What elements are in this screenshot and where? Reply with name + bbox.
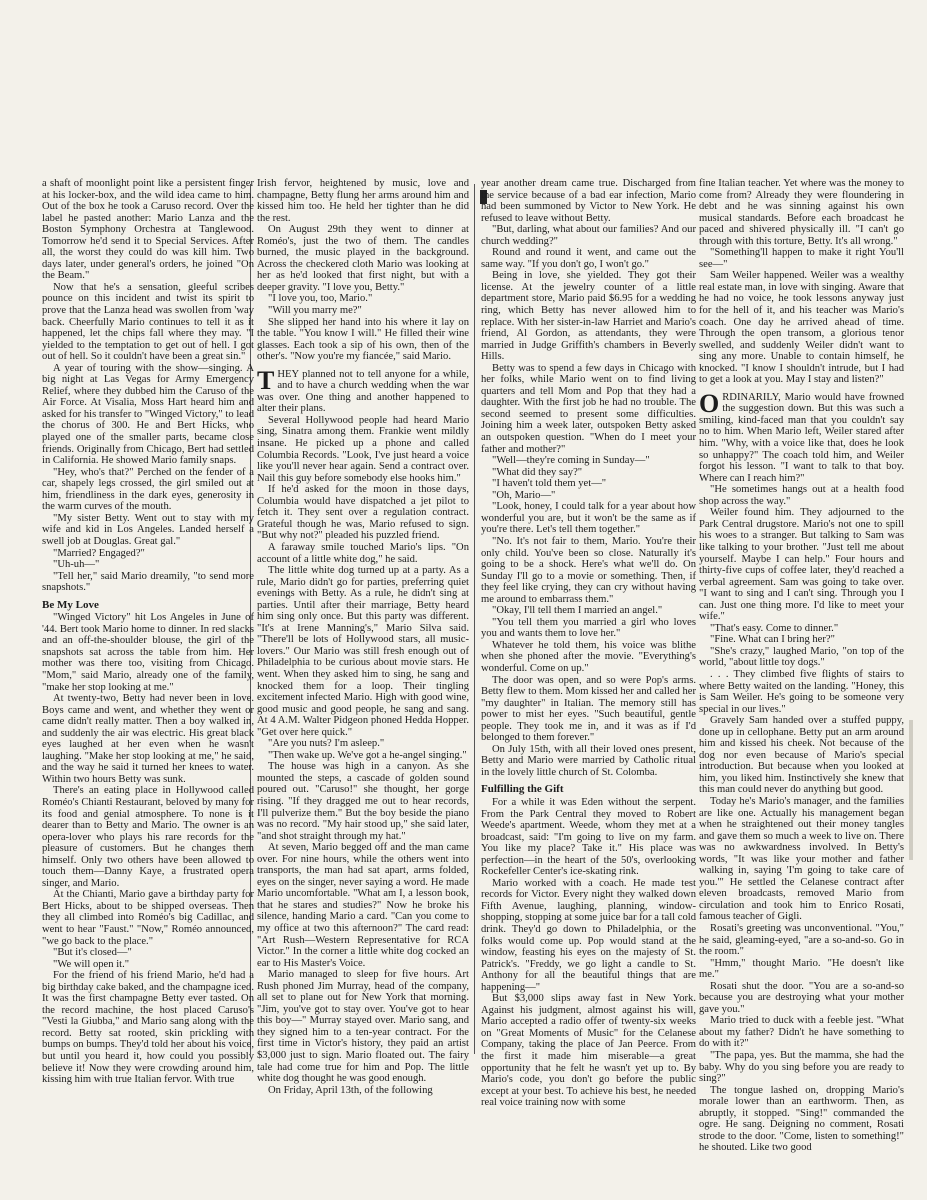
section-heading: Fulfilling the Gift <box>481 783 564 796</box>
paragraph: Sam Weiler happened. Weiler was a wealthy real estate man, in love with singing. Aware that he had no voice, he took lessons anyway just for the hell of it, and his teacher was Mario's coach. One day he arrived ahead of time. Through the open transom, a glorious tenor swelled, and suddenly Weiler didn't want to sing any more. Unable to contain himself, he knocked. "I know I shouldn't intrude, but I had to get a look at you. May I stay and listen?" <box>699 270 904 386</box>
paragraph: Mario tried to duck with a feeble jest. "What about my father? Didn't he have something to do with it?" <box>699 1015 904 1050</box>
paragraph: "Look, honey, I could talk for a year about how wonderful you are, but it won't be the same as if you're there. Let's tell them together." <box>481 501 696 536</box>
paragraph: On August 29th they went to dinner at Roméo's, just the two of them. The candles burned, the music played in the background. Across the checkered cloth Mario was looking at her as he'd looked that first night, but with a deeper gravity. "I love you, Betty." <box>257 224 469 293</box>
paragraph: "Uh-uh—" <box>53 559 100 571</box>
paragraph: Today he's Mario's manager, and the families are like one. Actually his management began when he straightened out their money tangles and gave them so much a week to live on. There was no awkwardness involved. In Betty's words, "It was like your mother and father walking in, saying 'I'm going to take care of you.'" He settled the Celanese contract after eleven broadcasts, removed Mario from circulation and took him to Enrico Rosati, famous teacher of Gigli. <box>699 795 904 923</box>
paragraph: If he'd asked for the moon in those days, Columbia would have dispatched a jet pilot to fetch it. They sent over a regulation contract. Grateful though he was, Mario refused to sign. "But why not?" pleaded his puzzled friend. <box>257 484 469 542</box>
article-column-4 <box>699 178 904 1154</box>
paragraph: "Are you nuts? I'm asleep." <box>268 738 385 750</box>
paragraph: Mario managed to sleep for five hours. Art Rush phoned Jim Murray, head of the company, all set to plane out for New York that morning. "Jim, you've got to stay over. You've got to hear this boy—" Murray stayed over. Mario sang, and they signed him to a ten-year contract. For the first time in Victor's history, they paid an artist $3,000 just to sign. Mario floated out. The fairy tale had come true for him and Pop. The little white dog thought he was good enough. <box>257 969 469 1085</box>
paragraph: "Tell her," said Mario dreamily, "to send more snapshots." <box>42 570 254 594</box>
paragraph: "But it's closed—" <box>53 947 132 959</box>
paragraph: "Winged Victory" hit Los Angeles in June of '44. Bert took Mario home to dinner. In red slacks and an off-the-shoulder blouse, the girl of the snapshots sat across the table from him. Her mother was there too, visiting from Chicago. "Mom," said Mario, already one of the family, "make her stop looking at me." <box>42 612 254 693</box>
paragraph: Round and round it went, and came out the same way. "If you don't go, I won't go." <box>481 247 696 270</box>
paragraph: a shaft of moonlight point like a persistent finger at his locker-box, and the wild idea came to him. Out of the box he took a Caruso record. Over the label he pasted another: Mario Lanza and the Boston Symphony Orchestra at Tanglewood. Tomorrow he'd send it to Special Services. After all, the worst they could do was kill him. Two days later, under general's orders, he joined "On the Beam." <box>42 178 254 282</box>
paragraph: Gravely Sam handed over a stuffed puppy, done up in cellophane. Betty put an arm around him and kissed his cheek. Not because of the dog nor even because of Mario's special introduction. But because when you looked at him, you liked him. Instinctively she knew that this man could never do anything but good. <box>699 715 904 796</box>
drop-cap: O <box>699 388 720 418</box>
paragraph: "Something'll happen to make it right You'll see—" <box>699 247 904 270</box>
paragraph: Weiler found him. They adjourned to the Park Central drugstore. Mario's not one to spill his woes to a stranger. But talking to Sam was like talking to your brother. "Just tell me about yourself. Maybe I can help." Four hours and thirty-five cups of coffee later, they'd reached a verbal agreement. Sam was going to take over. "I want to sing and I can't sing. Through you I can. Just one thing more. I'd like to meet your wife." <box>699 507 904 623</box>
paragraph: "Oh, Mario—" <box>492 489 556 501</box>
paragraph: "The papa, yes. But the mamma, she had the baby. Why do you sing before you are ready to sing?" <box>699 1050 904 1085</box>
paragraph: Several Hollywood people had heard Mario sing, Sinatra among them. Frankie went mildly insane. He picked up a phone and called Columbia Records. "Look, I've just heard a voice like you'll never hear again. Send a contract over. Nail this guy before somebody else hooks him." <box>257 414 469 484</box>
paragraph: "Hey, who's that?" Perched on the fender of a car, shapely legs crossed, the girl smiled out at him, friendliness in the dark eyes, generosity in the warm curves of the mouth. <box>42 466 254 513</box>
paragraph: "I haven't told them yet—" <box>492 478 607 490</box>
paragraph: "My sister Betty. Went out to stay with my wife and kid in Los Angeles. Landed herself a swell job at Douglas. Great gal." <box>42 512 254 547</box>
paragraph: The door was open, and so were Pop's arms. Betty flew to them. Mom kissed her and called her "my daughter" in Italian. The memory still has power to mist her eyes. "Such beautiful, gentle people. They took me in, and it was as if I'd belonged to them forever." <box>481 674 696 744</box>
paragraph: A faraway smile touched Mario's lips. "On account of a little white dog," he said. <box>257 541 469 565</box>
paragraph: For the friend of his friend Mario, he'd had a big birthday cake baked, and the champagne iced. It was the first champagne Betty ever tasted. On the record machine, the host placed Caruso's "Vesti la Giubba," and Mario sang along with the record. Betty sat rooted, skin prickling with bumps on bumps. They'd told her about his voice, but until you heard it, how could you possibly believe it! Now they were crowding around him, kissing him with true Italian fervor. With true <box>42 970 254 1086</box>
column-rule <box>474 184 475 1054</box>
paragraph: On July 15th, with all their loved ones present, Betty and Mario were married by Catholic ritual in the lovely little church of St. Colomba. <box>481 743 696 778</box>
paragraph: fine Italian teacher. Yet where was the money to come from? Already they were floundering in debt and he was sinning against his own musical standards. Before each broadcast he paced and shivered physically ill. "I can't go through with this torture, Betty. It's all wrong." <box>699 178 904 247</box>
paragraph: For a while it was Eden without the serpent. From the Park Central they moved to Robert Weede's apartment. Weede, whom they met at a broadcast, said: "I'm going to live on my farm. You like my place? Take it." His place was perfection—in the heart of the 50's, overlooking Rockefeller Center's ice-skating rink. <box>481 796 696 878</box>
article-column-3 <box>481 178 696 1109</box>
paragraph: Being in love, she yielded. They got their license. At the jewelry counter of a little department store, Mario paid $6.95 for a wedding ring, which Betty has never allowed him to replace. With her sister-in-law Harriet and Mario's friend, Al Gordon, as attendants, they were married in Judge Griffith's chambers in Beverly Hills. <box>481 270 696 363</box>
paragraph: "Married? Engaged?" <box>53 547 145 559</box>
paragraph: There's an eating place in Hollywood called Roméo's Chianti Restaurant, beloved by many for its food and genial atmosphere. To none is it dearer than to Betty and Mario. The owner is an opera-lover who plays his rare records for the pleasure of customers. But he changes them himself. Only two others have been allowed to touch them—Danny Kaye, a frustrated opera singer, and Mario. <box>42 785 254 889</box>
paragraph: . . . They climbed five flights of stairs to where Betty waited on the landing. "Honey, this is Sam Weiler. He's going to be someone very special in our lives." <box>699 668 904 715</box>
paragraph: "We will open it." <box>53 958 130 970</box>
paragraph-with-dropcap <box>257 365 469 415</box>
paragraph: "She's crazy," laughed Mario, "on top of the world, "about little toy dogs." <box>699 645 904 669</box>
paragraph: Whatever he told them, his voice was blithe when she phoned after the movie. "Everything's wonderful. Come on up." <box>481 639 696 674</box>
paragraph: Now that he's a sensation, gleeful scribes pounce on this incident and twist its spirit to prove that the Lanza head was swollen from 'way back. Cheerfully Mario continues to tell it as it happened, let the chips fall where they may. "I yielded to the temptation to get out of hell. I got out of hell. So it couldn't have been a great sin." <box>42 281 254 363</box>
paragraph: The house was high in a canyon. As she mounted the steps, a cascade of golden sound poured out. "Caruso!" she thought, her gorge rising. "If they dragged me out to hear records, I'll pulverize them." But the boy beside the piano was no record. "My hair stood up," she said later, "and shot straight through my hat." <box>257 761 469 842</box>
paragraph: year another dream came true. Discharged from the service because of a bad ear infection, Mario had been summoned by Victor to New York. He refused to leave without Betty. <box>481 178 696 224</box>
paragraph: Rosati's greeting was unconventional. "You," he said, gleaming-eyed, "are a so-and-so. Go in the room." <box>699 923 904 958</box>
paragraph: "You tell them you married a girl who loves you and wants them to love her." <box>481 616 696 640</box>
article-column-1 <box>42 178 254 1086</box>
paragraph: "Then wake up. We've got a he-angel singing." <box>268 749 467 761</box>
paragraph: Irish fervor, heightened by music, love and champagne, Betty flung her arms around him and kissed him too. He held her tighter than he did the rest. <box>257 178 469 224</box>
paragraph: "He sometimes hangs out at a health food shop across the way." <box>699 484 904 507</box>
paragraph: At twenty-two, Betty had never been in love. Boys came and went, and whether they went or came didn't really matter. Then a boy walked in, and suddenly the air was electric. His great black eyes laughed at her even when he wasn't laughing. "Make her stop looking at me," he said, and the way he said it turned her knees to water. Within two hours Betty was sunk. <box>42 693 254 785</box>
paragraph: "But, darling, what about our families? And our church wedding?" <box>481 224 696 247</box>
drop-cap: T <box>257 365 275 395</box>
paragraph: Mario worked with a coach. He made test records for Victor. Every night they walked down Fifth Avenue, laughing, planning, window-shopping, stopping at some juice bar for a tall cold drink. They'd go down to Philadelphia, or the folks would come up. Pop would stand at the window, feasting his eyes on the majesty of St. Patrick's. "Freddy, we go light a candle to St. Anthony for all the beautiful things that are happening—" <box>481 877 696 993</box>
paragraph: "Well—they're coming in Sunday—" <box>492 455 650 467</box>
article-column-2 <box>257 178 469 1096</box>
paragraph: "I love you, too, Mario." <box>268 293 373 305</box>
paragraph: Rosati shut the door. "You are a so-and-so because you are destroying what your mother gave you." <box>699 980 904 1015</box>
paragraph: At seven, Mario begged off and the man came over. For nine hours, while the others went into transports, the man had sat apart, arms folded, eyes on the singer, never saying a word. He made Mario uncomfortable. "What am I, a lesson book, that he stares and studies?" Now he broke his silence, handing Mario a card. "Can you come to my office at two this afternoon?" The card read: "Art Rush—Western Representative for RCA Victor." In the corner a little white dog cocked an ear to His Master's Voice. <box>257 842 469 969</box>
paragraph: "No. It's not fair to them, Mario. You're their only child. You've been so close. Naturally it's going to be a shock. Here's what we'll do. On Sunday I'll go to a movie or something. Then, if they feel like crying, they can cry without having me around to embarrass them." <box>481 535 696 605</box>
paragraph: She slipped her hand into his where it lay on the table. "You know I will." He filled their wine glasses. Each took a sip of his own, then of the other's. "Now you're my fiancée," said Mario. <box>257 316 469 363</box>
paragraph: "Fine. What can I bring her?" <box>710 634 835 646</box>
paragraph: "Will you marry me?" <box>268 305 362 317</box>
paragraph: "What did they say?" <box>492 466 583 478</box>
paragraph: A year of touring with the show—singing. A big night at Las Vegas for Army Emergency Relief, where they dubbed him the Caruso of the Air Force. At Visalia, Moss Hart heard him and asked for his transfer to "Winged Victory," to lead the chorus of 300. He and Bert Hicks, who played one of the smaller parts, became close friends. Originally from Chicago, Bert had settled in California. He showed Mario family snaps. <box>42 362 254 467</box>
paragraph-text: RDINARILY, Mario would have frowned the suggestion down. But this was such a smiling, kind-faced man that you couldn't say no to him. When Mario left, Weiler stared after him. "Why, with a voice like that, does he look so unhappy?" The coach told him, and Weiler forgot his lesson. "I want to talk to that boy. Where can I reach him?" <box>699 391 904 484</box>
paragraph: "That's easy. Come to dinner." <box>710 622 839 634</box>
paragraph-with-dropcap <box>699 388 904 484</box>
paragraph-text: HEY planned not to tell anyone for a while, and to have a church wedding when the war was over. One thing and another happened to alter their plans. <box>257 368 469 415</box>
paragraph: At the Chianti, Mario gave a birthday party for Bert Hicks, about to be shipped overseas. Then they all climbed into Roméo's big Cadillac, and went to hear "Faust." "Now," Roméo announced, "we go back to the place." <box>42 889 254 947</box>
paragraph: "Okay, I'll tell them I married an angel." <box>492 605 663 617</box>
paragraph: On Friday, April 13th, of the following <box>268 1084 433 1096</box>
paragraph: "Hmm," thought Mario. "He doesn't like me." <box>699 957 904 981</box>
section-heading: Be My Love <box>42 598 99 611</box>
paragraph: Betty was to spend a few days in Chicago with her folks, while Mario went on to find living quarters and tell Mom and Pop that they had a daughter. With the first job he had no trouble. The second seemed to present some difficulties. Joining him a week later, outspoken Betty asked an outspoken question. "When do I meet your father and mother?" <box>481 362 696 455</box>
paragraph: But $3,000 slips away fast in New York. Against his judgment, almost against his will, Mario accepted a radio offer of twenty-six weeks on "Great Moments of Music" for the Celanese Company, taking the place of Jan Peerce. From the first it made him miserable—a great opportunity that he felt he wasn't yet up to. By Mario's code, you don't go before the public except at your best. To achieve his best, he needed real voice training now with some <box>481 993 696 1109</box>
paragraph: The little white dog turned up at a party. As a rule, Mario didn't go for parties, preferring quiet evenings with Betty. As a rule, he didn't sing at parties. Until after their marriage, Betty heard him sing only once. But this party was different. "It's at Irene Manning's," Mario Silva said. "There'll be lots of Hollywood stars, all music-lovers." Our Mario was still fresh enough out of Philadelphia to be curious about movie stars. He went. When they asked him to sing, he sang and knocked them for a loop. Their tingling excitement infected Mario. High with good wine, good music and good people, he sang and sang. At 4 A.M. Walter Pidgeon phoned Hedda Hopper. "Get over here quick." <box>257 565 469 738</box>
paragraph: The tongue lashed on, dropping Mario's morale lower than an earthworm. Then, as abruptly, it stopped. "Sing!" commanded the ogre. He sang. Deigning no comment, Rosati strode to the door. "Come, listen to something!" he shouted. Like two good <box>699 1084 904 1154</box>
page-edge-shadow <box>909 720 913 860</box>
